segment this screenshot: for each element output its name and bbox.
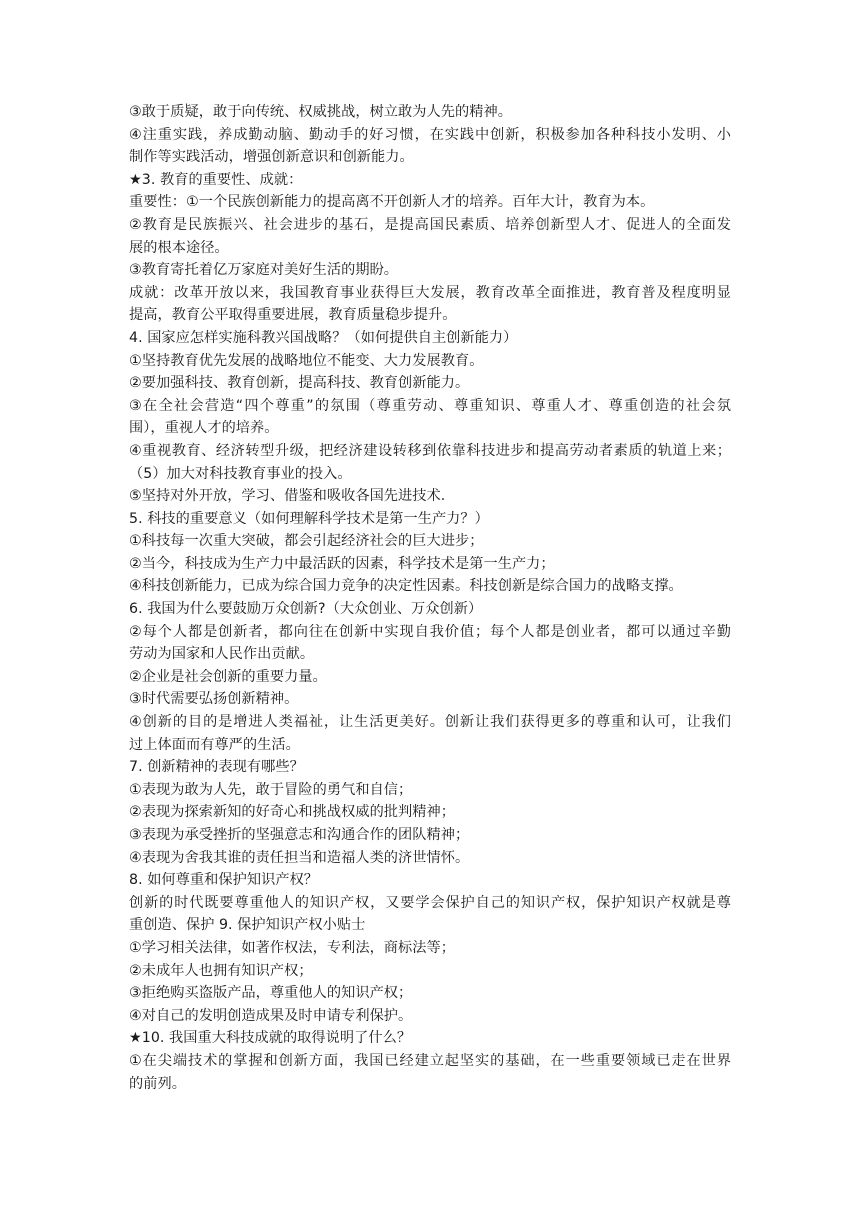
text-line: ②教育是民族振兴、社会进步的基石，是提高国民素质、培养创新型人才、促进人的全面发 xyxy=(129,216,731,233)
text-line: ①在尖端技术的掌握和创新方面，我国已经建立起坚实的基础，在一些重要领域已走在世界 xyxy=(129,1052,731,1069)
section-heading: 8. 如何尊重和保护知识产权？ xyxy=(129,872,319,889)
text-line: 成就：改革开放以来，我国教育事业获得巨大发展，教育改革全面推进，教育普及程度明显 xyxy=(129,284,731,301)
text-line: ③拒绝购买盗版产品，尊重他人的知识产权； xyxy=(129,985,413,1002)
text-line: ⑤坚持对外开放，学习、借鉴和吸收各国先进技术. xyxy=(129,488,446,505)
text-line: ①科技每一次重大突破，都会引起经济社会的巨大进步； xyxy=(129,533,484,550)
section-heading: 4. 国家应怎样实施科教兴国战略？（如何提供自主创新能力） xyxy=(129,329,518,346)
text-line: 围），重视人才的培养。 xyxy=(129,420,279,437)
text-line: ②每个人都是创新者，都向往在创新中实现自我价值；每个人都是创业者，都可以通过辛勤 xyxy=(129,623,731,640)
text-line: 制作等实践活动，增强创新意识和创新能力。 xyxy=(129,149,414,166)
section-heading: 7. 创新精神的表现有哪些？ xyxy=(129,759,304,776)
text-line: ②表现为探索新知的好奇心和挑战权威的批判精神； xyxy=(129,804,455,821)
section-heading: ★3. 教育的重要性、成就： xyxy=(129,171,303,188)
text-line: ③时代需要弘扬创新精神。 xyxy=(129,691,299,708)
text-line: 创新的时代既要尊重他人的知识产权，又要学会保护自己的知识产权，保护知识产权就是尊 xyxy=(129,894,731,911)
text-line: ②未成年人也拥有知识产权； xyxy=(129,962,313,979)
text-line: 过上体面而有尊严的生活。 xyxy=(129,736,300,753)
text-line: ③在全社会营造“四个尊重”的氛围（尊重劳动、尊重知识、尊重人才、尊重创造的社会氛 xyxy=(129,397,731,414)
text-line: ②当今，科技成为生产力中最活跃的因素，科学技术是第一生产力； xyxy=(129,555,555,572)
text-line: 重要性：①一个民族创新能力的提高离不开创新人才的培养。百年大计，教育为本。 xyxy=(129,194,655,211)
document-page xyxy=(129,101,731,1095)
text-line: 的前列。 xyxy=(129,1075,186,1092)
section-heading: 6. 我国为什么要鼓励万众创新?（大众创业、万众创新） xyxy=(129,601,483,618)
text-line: ④对自己的发明创造成果及时申请专利保护。 xyxy=(129,1007,413,1024)
text-line: ④科技创新能力，已成为综合国力竞争的决定性因素。科技创新是综合国力的战略支撑。 xyxy=(129,578,683,595)
text-line: 重创造、保护 9. 保护知识产权小贴士 xyxy=(129,917,366,934)
text-line: ③敢于质疑，敢于向传统、权威挑战，树立敢为人先的精神。 xyxy=(129,104,512,120)
text-line: ④重视教育、经济转型升级，把经济建设转移到依靠科技进步和提高劳动者素质的轨道上来； xyxy=(129,442,731,459)
text-line: 劳动为国家和人民作出贡献。 xyxy=(129,646,315,663)
text-line: ④表现为舍我其谁的责任担当和造福人类的济世情怀。 xyxy=(129,849,470,866)
text-line: ④注重实践，养成勤动脑、勤动手的好习惯，在实践中创新，积极参加各种科技小发明、小 xyxy=(129,126,731,143)
section-heading: ★10. 我国重大科技成就的取得说明了什么？ xyxy=(129,1030,412,1047)
text-line: ③教育寄托着亿万家庭对美好生活的期盼。 xyxy=(129,262,399,279)
text-line: ③表现为承受挫折的坚强意志和沟通合作的团队精神； xyxy=(129,827,470,843)
section-heading: 5. 科技的重要意义（如何理解科学技术是第一生产力？） xyxy=(129,510,489,527)
text-line: （5）加大对科技教育事业的投入。 xyxy=(129,465,352,482)
text-line: 展的根本途径。 xyxy=(129,239,229,256)
text-line: ②企业是社会创新的重要力量。 xyxy=(129,668,327,685)
text-line: ④创新的目的是增进人类福祉，让生活更美好。创新让我们获得更多的尊重和认可，让我们 xyxy=(129,714,731,731)
text-line: ①表现为敢为人先，敢于冒险的勇气和自信； xyxy=(129,781,413,798)
text-line: 提高，教育公平取得重要进展，教育质量稳步提升。 xyxy=(129,307,457,324)
text-line: ①学习相关法律，如著作权法，专利法，商标法等； xyxy=(129,939,455,956)
text-line: ①坚持教育优先发展的战略地位不能变、大力发展教育。 xyxy=(129,352,484,369)
text-line: ②要加强科技、教育创新，提高科技、教育创新能力。 xyxy=(129,375,470,392)
